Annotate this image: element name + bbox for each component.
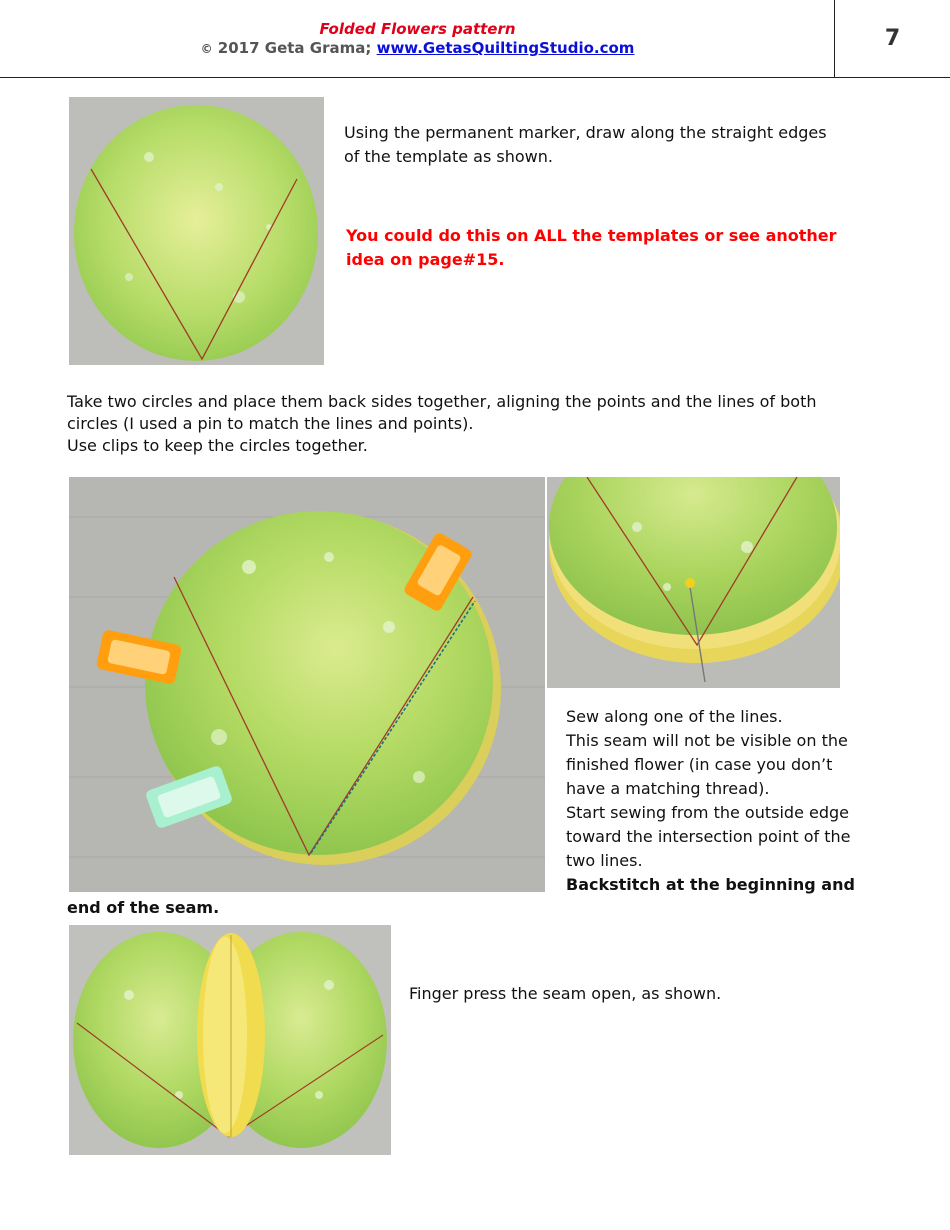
step2-line2: circles (I used a pin to match the lines and points). — [67, 414, 474, 433]
step3-line5: Start sewing from the outside edge — [566, 803, 849, 822]
page-number: 7 — [884, 26, 901, 51]
step3-line7: two lines. — [566, 851, 643, 870]
step3-bold-line1: Backstitch at the beginning and — [566, 875, 855, 894]
step2-line1: Take two circles and place them back sides together, aligning the points and the lines of both — [67, 392, 817, 411]
step1-line1: Using the permanent marker, draw along the straight edges — [344, 123, 827, 142]
fabric-circles-seam-open-icon — [69, 925, 391, 1155]
copyright-line — [0, 39, 835, 57]
step3-line3: finished flower (in case you don’t — [566, 755, 833, 774]
header-main-cell — [0, 0, 835, 77]
step1-note-line1: You could do this on ALL the templates or see another — [346, 226, 837, 245]
fabric-circles-pinned-icon — [547, 477, 840, 688]
step1-note-line2: idea on page#15. — [346, 250, 505, 269]
step3-line4: have a matching thread). — [566, 779, 770, 798]
photo-seam-open — [69, 925, 391, 1155]
step2-line3: Use clips to keep the circles together. — [67, 436, 368, 455]
step3-bold-line2: end of the seam. — [67, 898, 220, 917]
website-link[interactable]: www.GetasQuiltingStudio.com — [376, 39, 635, 57]
fabric-circle-marked-lines-icon — [69, 97, 324, 365]
fabric-circle-with-clips-icon — [69, 477, 545, 892]
step1-instruction — [344, 121, 884, 169]
copyright-icon: © — [200, 42, 213, 56]
photo-circles-pinned — [547, 477, 840, 688]
step4-instruction: Finger press the seam open, as shown. — [409, 984, 722, 1003]
step3-line1: Sew along one of the lines. — [566, 707, 783, 726]
copyright-text: 2017 Geta Grama; — [217, 39, 372, 57]
photo-circles-with-clips — [69, 477, 545, 892]
step3-line6: toward the intersection point of the — [566, 827, 851, 846]
pattern-title: Folded Flowers pattern — [319, 20, 516, 38]
photo-marked-circle — [69, 97, 324, 365]
step3-instruction — [566, 705, 906, 897]
step1-note — [346, 224, 906, 272]
page-header — [0, 0, 950, 78]
step1-line2: of the template as shown. — [344, 147, 553, 166]
step3-line2: This seam will not be visible on the — [566, 731, 848, 750]
step2-instruction — [67, 390, 937, 458]
